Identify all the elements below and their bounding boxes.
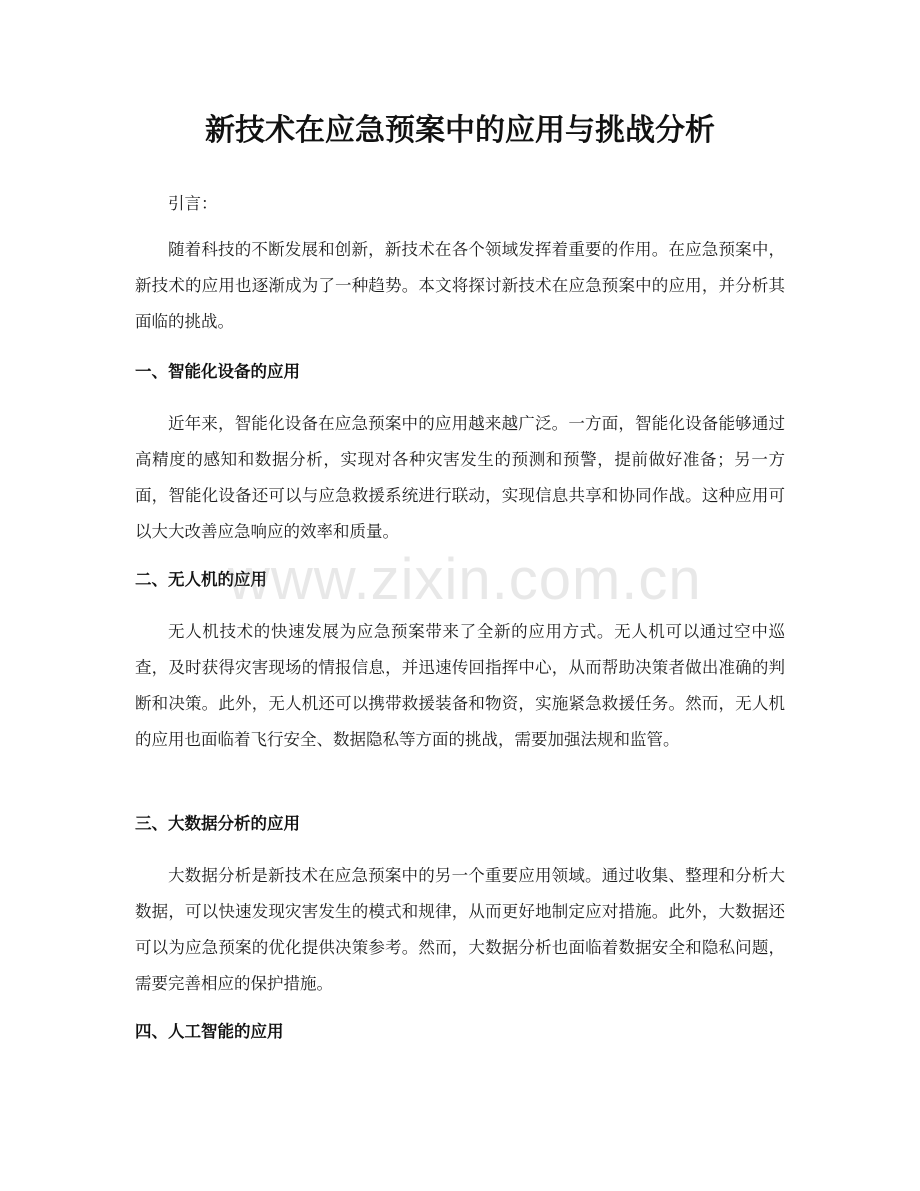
- section-heading-4: 四、人工智能的应用: [135, 1022, 284, 1041]
- section-heading-1: 一、智能化设备的应用: [135, 362, 300, 381]
- intro-paragraph: 随着科技的不断发展和创新，新技术在各个领域发挥着重要的作用。在应急预案中，新技术的应用也逐渐成为了一种趋势。本文将探讨新技术在应急预案中的应用，并分析其面临的挑战。: [135, 240, 785, 331]
- section-body-3: 大数据分析是新技术在应急预案中的另一个重要应用领域。通过收集、整理和分析大数据，可以快速发现灾害发生的模式和规律，从而更好地制定应对措施。此外，大数据还可以为应急预案的优化提供决策参考。然而，大数据分析也面临着数据安全和隐私问题，需要完善相应的保护措施。: [135, 866, 785, 993]
- section-body-1: 近年来，智能化设备在应急预案中的应用越来越广泛。一方面，智能化设备能够通过高精度的感知和数据分析，实现对各种灾害发生的预测和预警，提前做好准备；另一方面，智能化设备还可以与应急救援系统进行联动，实现信息共享和协同作战。这种应用可以大大改善应急响应的效率和质量。: [135, 414, 785, 541]
- section-body-2: 无人机技术的快速发展为应急预案带来了全新的应用方式。无人机可以通过空中巡查，及时获得灾害现场的情报信息，并迅速传回指挥中心，从而帮助决策者做出准确的判断和决策。此外，无人机还可以携带救援装备和物资，实施紧急救援任务。然而，无人机的应用也面临着飞行安全、数据隐私等方面的挑战，需要加强法规和监管。: [135, 622, 785, 749]
- intro-label: 引言：: [168, 194, 218, 213]
- section-heading-3: 三、大数据分析的应用: [135, 814, 300, 833]
- section-heading-2: 二、无人机的应用: [135, 570, 267, 589]
- page-title: 新技术在应急预案中的应用与挑战分析: [205, 113, 715, 148]
- watermark-text: www.zixin.com.cn: [228, 547, 702, 612]
